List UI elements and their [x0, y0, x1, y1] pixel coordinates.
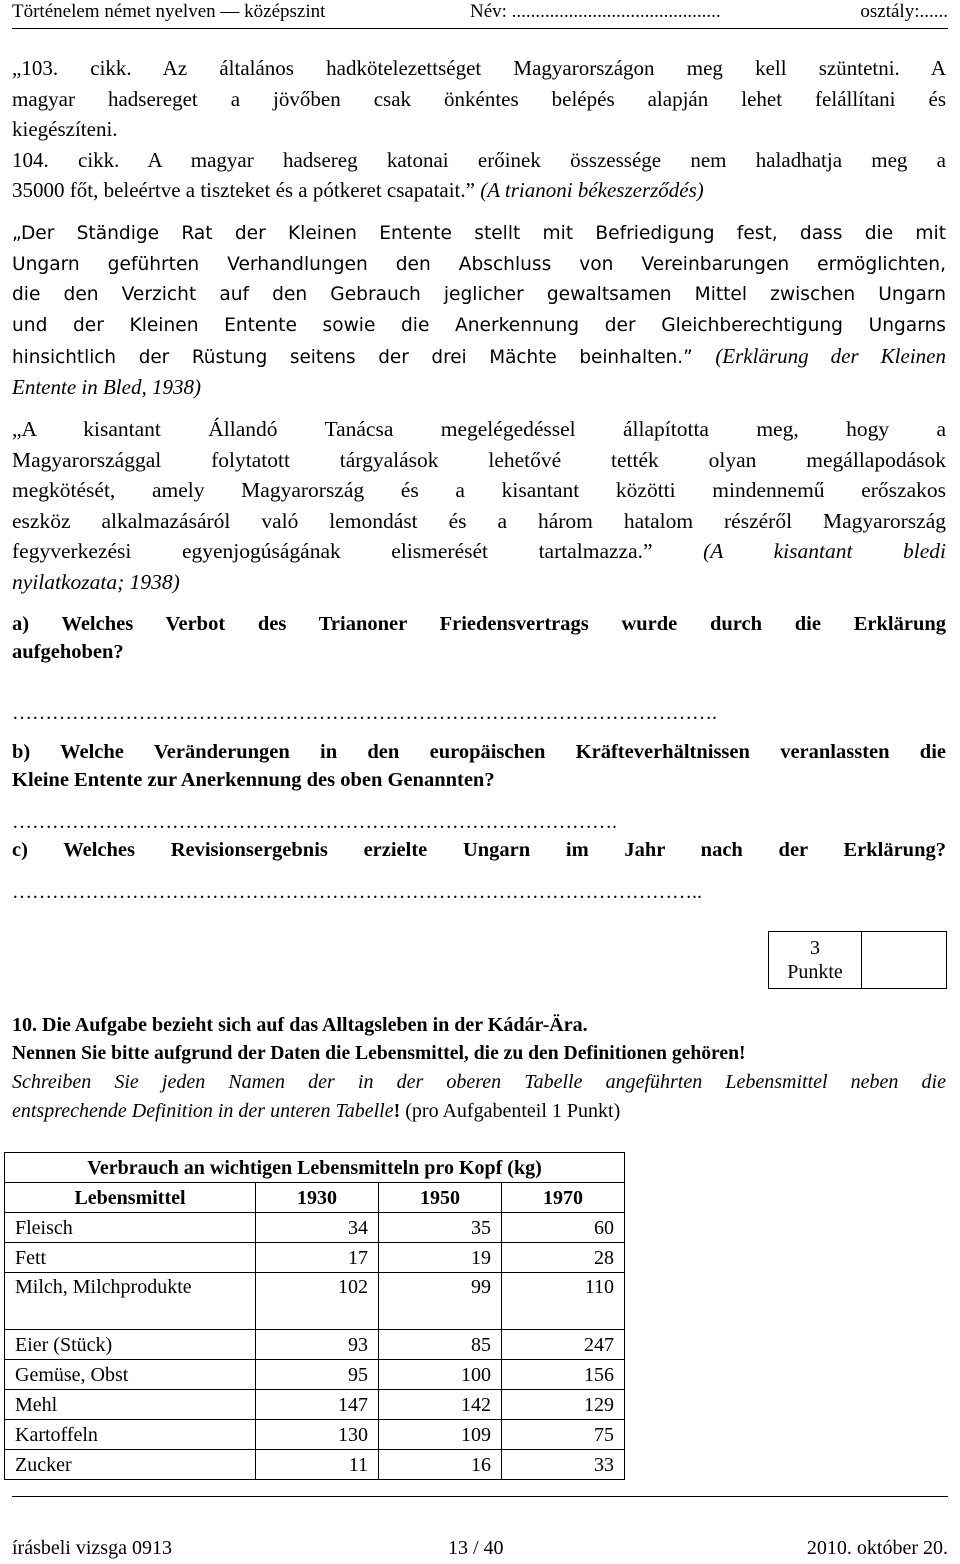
- question-b-text-cont: Kleine Entente zur Anerkennung des oben Genannten?: [12, 769, 495, 791]
- table-row: [5, 1330, 625, 1360]
- question-a-text-cont: aufgehoben?: [12, 641, 124, 663]
- quote-line: Ungarn geführten Verhandlungen den Abschluss von Vereinbarungen ermöglichten,: [12, 253, 946, 275]
- footer-page-number: 13 / 40: [448, 1537, 504, 1559]
- task-exclamation: !: [393, 1099, 401, 1122]
- value-1950: 100: [379, 1360, 502, 1390]
- value-1930: 34: [256, 1213, 379, 1243]
- table-header: Lebensmittel: [5, 1183, 256, 1213]
- task-italic-text: entsprechende Definition in der unteren Tabelle: [12, 1099, 394, 1122]
- bled-declaration-hungarian: [12, 414, 946, 597]
- task-italic-instruction-cont: [12, 1097, 946, 1126]
- value-1950: 109: [379, 1420, 502, 1450]
- value-1950: 99: [379, 1273, 502, 1330]
- score-points: 3: [810, 937, 820, 959]
- question-b-text: b) Welche Veränderungen in den europäischen Kräfteverhältnissen veranlassten die: [12, 741, 946, 763]
- value-1950: 85: [379, 1330, 502, 1360]
- value-1930: 147: [256, 1390, 379, 1420]
- table-row: [5, 1450, 625, 1480]
- value-1970: 156: [502, 1360, 625, 1390]
- food-name: Eier (Stück): [5, 1330, 256, 1360]
- task-points-note: (pro Aufgabenteil 1 Punkt): [400, 1099, 621, 1122]
- table-row: [5, 1273, 625, 1330]
- quote-line: Magyarországgal folytatott tárgyalások lehetővé tették olyan megállapodások: [12, 447, 946, 472]
- quote-source: (A kisantant bledi: [703, 539, 946, 563]
- quote-line: [12, 175, 946, 206]
- task-10: [12, 1011, 946, 1125]
- food-name: Zucker: [5, 1450, 256, 1480]
- task-title: 10. Die Aufgabe bezieht sich auf das Alltagsleben in der Kádár-Ära.: [12, 1014, 588, 1036]
- quote-line: „A kisantant Állandó Tanácsa megelégedéssel állapította meg, hogy a: [12, 417, 946, 441]
- quote-line: [12, 341, 946, 372]
- score-points-cell: [769, 932, 862, 989]
- table-row: [5, 1213, 625, 1243]
- value-1950: 19: [379, 1243, 502, 1273]
- value-1970: 247: [502, 1330, 625, 1360]
- value-1950: 16: [379, 1450, 502, 1480]
- table-header: 1950: [379, 1183, 502, 1213]
- quote-line: die den Verzicht auf den Gebrauch jeglicher gewaltsamen Mittel zwischen Ungarn: [12, 284, 946, 305]
- quote-text: 35000 főt, beleértve a tiszteket és a pótkeret csapatait.”: [12, 178, 475, 202]
- table-header: 1970: [502, 1183, 625, 1213]
- header-class-field: osztály:......: [860, 1, 948, 22]
- value-1970: 28: [502, 1243, 625, 1273]
- score-entry-cell[interactable]: [862, 932, 947, 989]
- question-c: [12, 836, 946, 864]
- food-name: Fett: [5, 1243, 256, 1273]
- table-title: Verbrauch an wichtigen Lebensmitteln pro Kopf (kg): [5, 1153, 625, 1183]
- food-name: Kartoffeln: [5, 1420, 256, 1450]
- quote-line: „103. cikk. Az általános hadkötelezettséget Magyarországon meg kell szüntetni. A: [12, 56, 946, 80]
- value-1950: 142: [379, 1390, 502, 1420]
- question-b: [12, 738, 946, 794]
- table-row: [5, 1390, 625, 1420]
- header-subject: Történelem német nyelven — középszint: [12, 1, 326, 22]
- food-name: Milch, Milchprodukte: [5, 1273, 256, 1330]
- value-1930: 130: [256, 1420, 379, 1450]
- value-1950: 35: [379, 1213, 502, 1243]
- quote-text: fegyverkezési egyenjogúságának elismerését tartalmazza.”: [12, 539, 653, 563]
- task-italic-instruction: Schreiben Sie jeden Namen der in der oberen Tabelle angeführten Lebensmittel neben die: [12, 1071, 946, 1093]
- question-c-text: c) Welches Revisionsergebnis erzielte Ungarn im Jahr nach der Erklärung?: [12, 839, 946, 861]
- value-1970: 110: [502, 1273, 625, 1330]
- quote-source-cont: Entente in Bled, 1938): [12, 374, 201, 399]
- food-name: Gemüse, Obst: [5, 1360, 256, 1390]
- value-1970: 60: [502, 1213, 625, 1243]
- quote-line: 104. cikk. A magyar hadsereg katonai erőinek összessége nem haladhatja meg a: [12, 147, 946, 172]
- quote-source-cont: nyilatkozata; 1938): [12, 569, 180, 594]
- value-1970: 75: [502, 1420, 625, 1450]
- food-name: Fleisch: [5, 1213, 256, 1243]
- answer-a-line[interactable]: …………………………………………………………………………………………….: [12, 702, 717, 724]
- food-consumption-table: [4, 1152, 625, 1480]
- value-1930: 95: [256, 1360, 379, 1390]
- value-1970: 129: [502, 1390, 625, 1420]
- question-a-text: a) Welches Verbot des Trianoner Friedensvertrags wurde durch die Erklärung: [12, 613, 946, 635]
- table-header: 1930: [256, 1183, 379, 1213]
- question-a: [12, 610, 946, 666]
- answer-c-line[interactable]: …………………………………………………………………………………………..: [12, 881, 702, 903]
- treaty-quote: [12, 53, 946, 206]
- value-1930: 17: [256, 1243, 379, 1273]
- table-row: [5, 1360, 625, 1390]
- quote-line: kiegészíteni.: [12, 117, 118, 141]
- value-1930: 93: [256, 1330, 379, 1360]
- footer-exam-id: írásbeli vizsga 0913: [12, 1537, 172, 1559]
- quote-text: hinsichtlich der Rüstung seitens der drei Mächte beinhalten.”: [12, 347, 693, 368]
- quote-source: (A trianoni békeszerződés): [480, 178, 704, 202]
- quote-line: eszköz alkalmazásáról való lemondást és a három hatalom részéről Magyarország: [12, 508, 946, 533]
- page-footer: [12, 1496, 948, 1557]
- value-1970: 33: [502, 1450, 625, 1480]
- bled-declaration-german: [12, 219, 946, 402]
- food-name: Mehl: [5, 1390, 256, 1420]
- quote-source: (Erklärung der Kleinen: [715, 344, 946, 368]
- table-row: [5, 1243, 625, 1273]
- quote-line: [12, 536, 946, 567]
- value-1930: 102: [256, 1273, 379, 1330]
- score-unit: Punkte: [787, 961, 843, 983]
- score-box: [768, 931, 947, 989]
- answer-b-line[interactable]: ……………………………………………………………………………….: [12, 811, 617, 833]
- quote-line: und der Kleinen Entente sowie die Anerkennung der Gleichberechtigung Ungarns: [12, 314, 946, 336]
- table-row: [5, 1420, 625, 1450]
- quote-line: magyar hadsereget a jövőben csak önkéntes belépés alapján lehet felállítani és: [12, 86, 946, 111]
- footer-date: 2010. október 20.: [806, 1537, 948, 1559]
- header-name-field: Név: ............................................: [470, 1, 721, 22]
- quote-line: megkötését, amely Magyarország és a kisantant közötti mindennemű erőszakos: [12, 478, 946, 502]
- quote-line: „Der Ständige Rat der Kleinen Entente stellt mit Befriedigung fest, dass die mit: [12, 223, 946, 244]
- value-1930: 11: [256, 1450, 379, 1480]
- page-header: [12, 0, 948, 29]
- task-instruction: Nennen Sie bitte aufgrund der Daten die Lebensmittel, die zu den Definitionen gehören!: [12, 1042, 746, 1064]
